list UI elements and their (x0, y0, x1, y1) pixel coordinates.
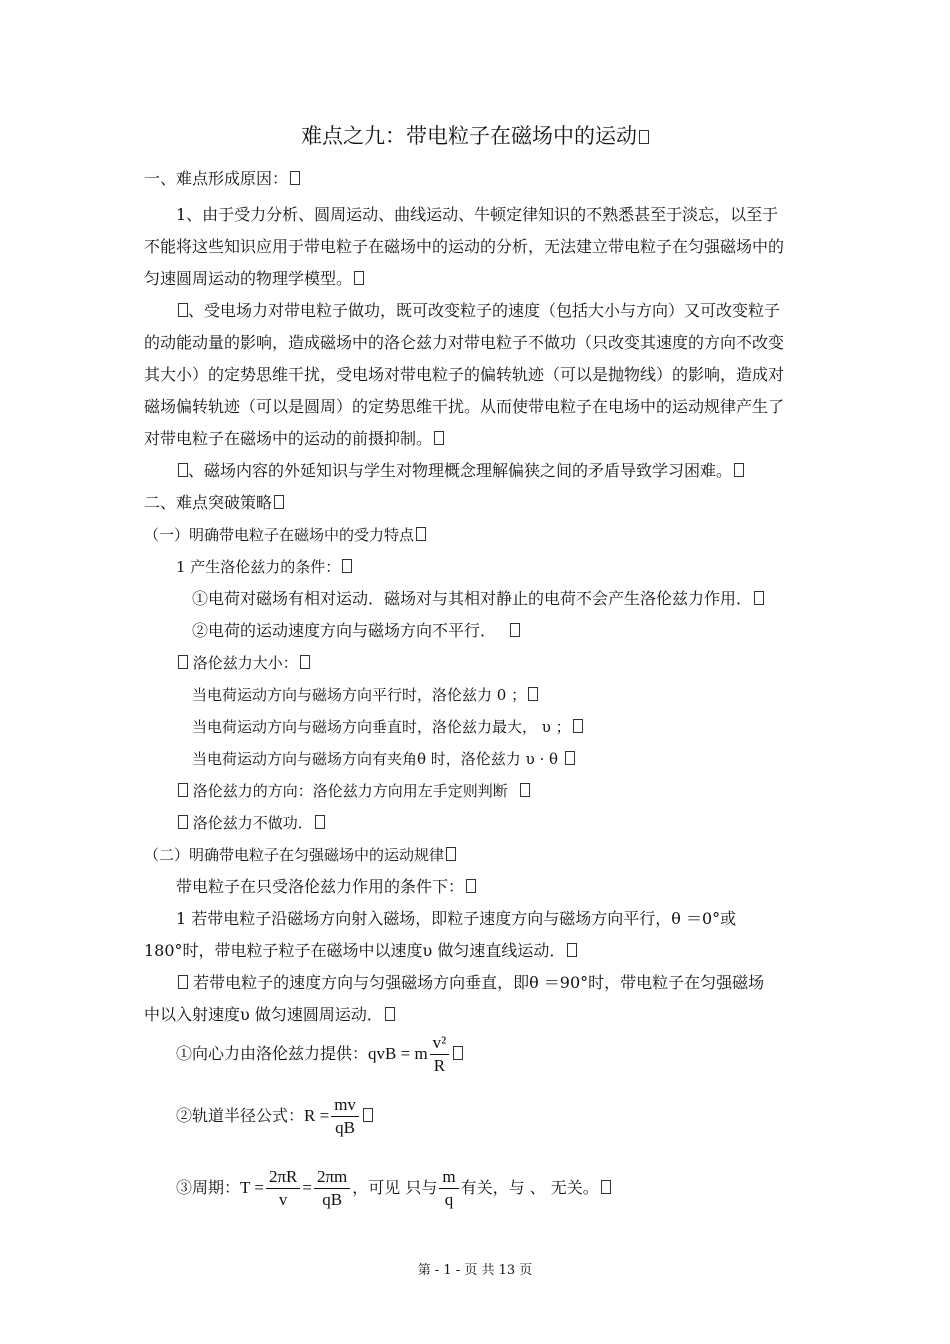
paragraph-2-line: 对带电粒子在磁场中的运动的前摄抑制。 (144, 428, 444, 450)
missing-glyph-icon (178, 655, 188, 669)
missing-glyph-icon (178, 975, 188, 989)
paragraph-mark-icon (342, 559, 352, 573)
rule-parallel-line: 1 若带电粒子沿磁场方向射入磁场，即粒子速度方向与磁场方向平行，θ ＝0°或 (176, 909, 737, 928)
paragraph-1-line: 1、由于受力分析、圆周运动、曲线运动、牛顿定律知识的不熟悉甚至于淡忘，以至于 (176, 205, 779, 224)
fraction: $\frac{m}{q}$ (439, 1166, 458, 1211)
paragraph-mark-icon (754, 591, 764, 605)
paragraph-mark-icon (520, 783, 530, 797)
page-title: 难点之九：带电粒子在磁场中的运动 (0, 122, 950, 150)
subsection-heading-2: （二）明确带电粒子在匀强磁场中的运动规律 (144, 844, 456, 866)
formula-centripetal: ①向心力由洛伦兹力提供：qvB = m $\frac{\text{v²}}{R}$ (176, 1032, 463, 1077)
section-heading-1: 一、难点形成原因： (144, 168, 300, 190)
magnitude-case-2: 当电荷运动方向与磁场方向垂直时，洛伦兹力最大， υ ； (192, 716, 583, 738)
paragraph-mark-icon (354, 271, 364, 285)
paragraph-3-line: 、磁场内容的外延知识与学生对物理概念理解偏狭之间的矛盾导致学习困难。 (176, 460, 744, 482)
missing-glyph-icon (178, 783, 188, 797)
paragraph-mark-icon (567, 943, 577, 957)
paragraph-mark-icon (385, 1007, 395, 1021)
condition-item-2: ②电荷的运动速度方向与磁场方向不平行． (192, 620, 520, 642)
paragraph-mark-icon (363, 1108, 373, 1122)
paragraph-2-line: 其大小）的定势思维干扰，受电场对带电粒子的偏转轨迹（可以是抛物线）的影响，造成对 (144, 365, 785, 384)
missing-glyph-icon (178, 303, 188, 317)
paragraph-mark-icon (573, 719, 583, 733)
paragraph-mark-icon (300, 655, 310, 669)
magnitude-case-3: 当电荷运动方向与磁场方向有夹角θ 时，洛伦兹力 υ · θ (192, 748, 575, 770)
rule-perpendicular-line: 若带电粒子的速度方向与匀强磁场方向垂直，即θ ＝90°时，带电粒子在匀强磁场 (176, 972, 764, 994)
direction-rule: 洛伦兹力的方向：洛伦兹力方向用左手定则判断 (176, 780, 530, 802)
paragraph-mark-icon (466, 879, 476, 893)
paragraph-2-line: 、受电场力对带电粒子做功，既可改变粒子的速度（包括大小与方向）又可改变粒子 (176, 300, 780, 322)
paragraph-2-line: 的动能动量的影响，造成磁场中的洛仑兹力对带电粒子不做功（只改变其速度的方向不改变 (144, 333, 785, 352)
paragraph-2-line: 磁场偏转轨迹（可以是圆周）的定势思维干扰。从而使带电粒子在电场中的运动规律产生了 (144, 397, 785, 416)
only-lorentz-condition: 带电粒子在只受洛伦兹力作用的条件下： (176, 876, 476, 898)
no-work-rule: 洛伦兹力不做功． (176, 812, 325, 834)
paragraph-mark-icon (734, 463, 744, 477)
paragraph-1-line: 不能将这些知识应用于带电粒子在磁场中的运动的分析，无法建立带电粒子在匀强磁场中的 (144, 237, 785, 256)
condition-item-1: ①电荷对磁场有相对运动．磁场对与其相对静止的电荷不会产生洛伦兹力作用． (192, 588, 764, 610)
page-footer: 第 - 1 - 页 共 13 页 (417, 1263, 533, 1278)
paragraph-mark-icon (315, 815, 325, 829)
paragraph-mark-icon (528, 687, 538, 701)
missing-glyph-icon (178, 815, 188, 829)
subsection-heading-1: （一）明确带电粒子在磁场中的受力特点 (144, 524, 426, 546)
paragraph-mark-icon (290, 171, 300, 185)
missing-glyph-icon (178, 463, 188, 477)
rule-parallel-line: 180°时，带电粒子粒子在磁场中以速度υ 做匀速直线运动． (144, 940, 577, 962)
fraction: $\frac{2\pi m}{qB}$ (314, 1166, 350, 1211)
paragraph-mark-icon (416, 527, 426, 541)
rule-perpendicular-line: 中以入射速度υ 做匀速圆周运动． (144, 1004, 395, 1026)
paragraph-mark-icon (434, 431, 444, 445)
formula-period: ③周期：T = $\frac{2\pi R}{v}$ = $\frac{2\pi m}{qB}$ ，可见 只与 $\frac{m}{q}$ 有关，与 、 无关。 (176, 1166, 611, 1211)
paragraph-mark-icon (274, 495, 284, 509)
fraction: $\frac{mv}{qB}$ (331, 1094, 359, 1139)
formula-radius: ②轨道半径公式：R = $\frac{mv}{qB}$ (176, 1094, 373, 1139)
paragraph-mark-icon (565, 751, 575, 765)
section-heading-2: 二、难点突破策略 (144, 492, 284, 514)
paragraph-mark-icon (510, 623, 520, 637)
magnitude-title: 洛伦兹力大小： (176, 652, 310, 674)
fraction: $\frac{\text{v²}}{R}$ (430, 1032, 450, 1077)
paragraph-mark-icon (639, 130, 649, 144)
magnitude-case-1: 当电荷运动方向与磁场方向平行时，洛伦兹力 0 ； (192, 684, 538, 706)
paragraph-mark-icon (453, 1046, 463, 1060)
paragraph-1-line: 匀速圆周运动的物理学模型。 (144, 268, 364, 290)
fraction: $\frac{2\pi R}{v}$ (266, 1166, 300, 1211)
paragraph-mark-icon (446, 847, 456, 861)
condition-title: 1 产生洛伦兹力的条件： (176, 556, 352, 578)
paragraph-mark-icon (601, 1180, 611, 1194)
